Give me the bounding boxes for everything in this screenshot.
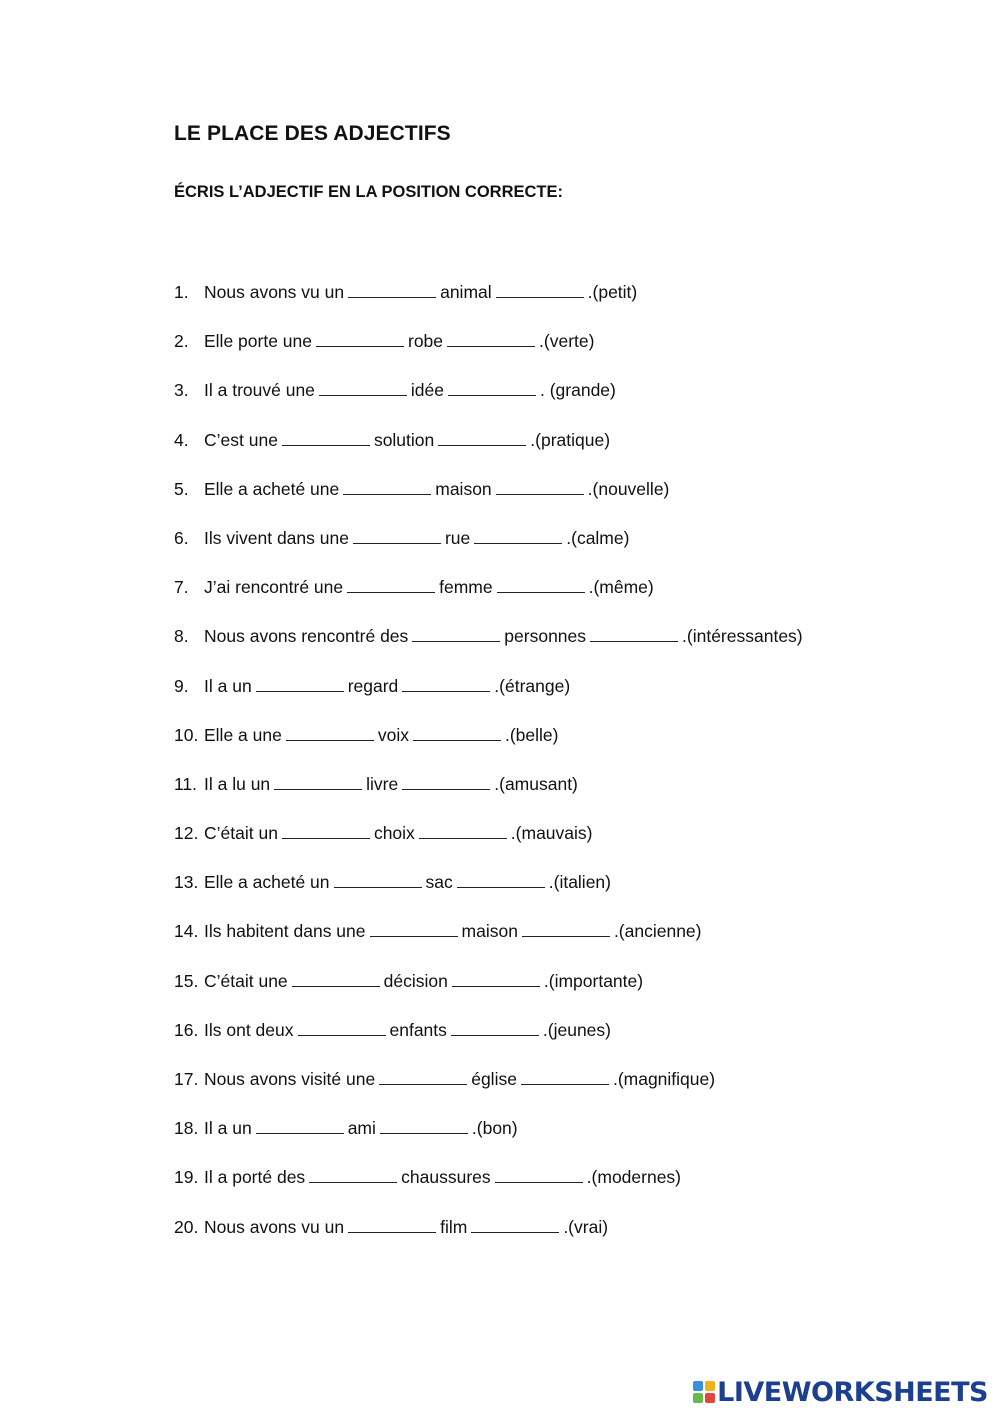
exercise-item bbox=[174, 822, 954, 871]
logo-mark-square bbox=[705, 1381, 715, 1391]
item-number: 15. bbox=[174, 970, 199, 991]
sentence-start: Nous avons rencontré des bbox=[204, 626, 409, 647]
item-number: 8. bbox=[174, 626, 189, 647]
answer-blank-before[interactable] bbox=[370, 920, 458, 937]
sentence-start: Nous avons vu un bbox=[204, 1216, 345, 1237]
adjective-hint: .(verte) bbox=[539, 331, 595, 352]
noun: maison bbox=[435, 478, 492, 499]
item-number: 19. bbox=[174, 1167, 199, 1188]
answer-blank-after[interactable] bbox=[448, 379, 536, 396]
answer-blank-before[interactable] bbox=[319, 379, 407, 396]
adjective-hint: .(même) bbox=[588, 577, 654, 598]
answer-blank-before[interactable] bbox=[282, 822, 370, 839]
answer-blank-before[interactable] bbox=[274, 773, 362, 790]
item-number: 12. bbox=[174, 823, 199, 844]
adjective-hint: . (grande) bbox=[540, 380, 616, 401]
answer-blank-before[interactable] bbox=[256, 675, 344, 692]
answer-blank-after[interactable] bbox=[495, 1166, 583, 1183]
noun: voix bbox=[377, 724, 409, 745]
exercise-item bbox=[174, 379, 954, 428]
item-number: 18. bbox=[174, 1118, 199, 1139]
adjective-hint: .(importante) bbox=[543, 970, 644, 991]
answer-blank-before[interactable] bbox=[309, 1166, 397, 1183]
sentence-start: Elle a acheté un bbox=[204, 872, 330, 893]
item-number: 4. bbox=[174, 429, 189, 450]
page-title: LE PLACE DES ADJECTIFS bbox=[174, 122, 451, 145]
exercise-item bbox=[174, 1068, 954, 1117]
adjective-hint: .(vrai) bbox=[563, 1216, 609, 1237]
sentence-start: Il a lu un bbox=[204, 773, 271, 794]
sentence-start: Ils ont deux bbox=[204, 1019, 294, 1040]
noun: chaussures bbox=[401, 1167, 491, 1188]
sentence-start: Nous avons visité une bbox=[204, 1069, 376, 1089]
noun: femme bbox=[439, 577, 493, 598]
adjective-hint: .(intéressantes) bbox=[682, 626, 803, 647]
item-number: 10. bbox=[174, 724, 199, 745]
adjective-hint: .(belle) bbox=[504, 724, 559, 745]
adjective-hint: .(amusant) bbox=[494, 773, 578, 794]
answer-blank-before[interactable] bbox=[282, 429, 370, 446]
adjective-hint: .(étrange) bbox=[494, 675, 571, 696]
item-number: 16. bbox=[174, 1019, 199, 1040]
answer-blank-after[interactable] bbox=[413, 724, 501, 741]
answer-blank-before[interactable] bbox=[343, 478, 431, 495]
sentence-start: C’était une bbox=[204, 970, 288, 991]
liveworksheets-logo bbox=[693, 1376, 988, 1408]
answer-blank-after[interactable] bbox=[496, 281, 584, 298]
noun: enfants bbox=[389, 1019, 447, 1040]
sentence-start: Elle a une bbox=[204, 724, 282, 745]
exercise-item bbox=[174, 330, 954, 379]
answer-blank-after[interactable] bbox=[419, 822, 507, 839]
answer-blank-before[interactable] bbox=[256, 1117, 344, 1134]
logo-mark-square bbox=[705, 1393, 715, 1403]
noun: rue bbox=[444, 527, 471, 548]
sentence-start: Elle porte une bbox=[204, 331, 312, 352]
answer-blank-after[interactable] bbox=[521, 1068, 609, 1085]
exercise-item bbox=[174, 1019, 954, 1068]
exercise-item bbox=[174, 871, 954, 920]
adjective-hint: .(magnifique) bbox=[612, 1069, 716, 1089]
answer-blank-before[interactable] bbox=[286, 724, 374, 741]
sentence-start: Nous avons vu un bbox=[204, 282, 345, 302]
answer-blank-before[interactable] bbox=[298, 1019, 386, 1036]
exercise-item bbox=[174, 1166, 954, 1215]
item-number: 9. bbox=[174, 675, 189, 696]
adjective-hint: .(petit) bbox=[587, 282, 638, 302]
logo-mark-square bbox=[693, 1381, 703, 1391]
adjective-hint: .(italien) bbox=[548, 872, 611, 893]
noun: ami bbox=[347, 1118, 376, 1139]
exercise-item bbox=[174, 724, 954, 773]
answer-blank-after[interactable] bbox=[402, 773, 490, 790]
answer-blank-after[interactable] bbox=[522, 920, 610, 937]
adjective-hint: .(mauvais) bbox=[510, 823, 593, 844]
adjective-hint: .(calme) bbox=[566, 527, 630, 548]
logo-mark-icon bbox=[693, 1381, 715, 1403]
item-number: 7. bbox=[174, 577, 189, 598]
answer-blank-after[interactable] bbox=[497, 576, 585, 593]
noun: solution bbox=[373, 429, 435, 450]
instruction-heading: ÉCRIS L’ADJECTIF EN LA POSITION CORRECTE: bbox=[174, 183, 563, 201]
exercise-item bbox=[174, 576, 954, 625]
sentence-start: Ils habitent dans une bbox=[204, 921, 366, 942]
exercise-item bbox=[174, 773, 954, 822]
item-number: 14. bbox=[174, 921, 199, 942]
answer-blank-before[interactable] bbox=[348, 281, 436, 298]
adjective-hint: .(pratique) bbox=[530, 429, 611, 450]
answer-blank-after[interactable] bbox=[447, 330, 535, 347]
sentence-start: Il a un bbox=[204, 1118, 252, 1139]
noun: robe bbox=[408, 331, 444, 352]
answer-blank-after[interactable] bbox=[590, 625, 678, 642]
sentence-start: Il a un bbox=[204, 675, 252, 696]
sentence-start: C’est une bbox=[204, 429, 278, 450]
sentence-start: Ils vivent dans une bbox=[204, 527, 349, 548]
item-number: 5. bbox=[174, 478, 189, 499]
item-number: 11. bbox=[174, 773, 198, 794]
answer-blank-before[interactable] bbox=[412, 625, 500, 642]
sentence-start: C’était un bbox=[204, 823, 278, 844]
answer-blank-after[interactable] bbox=[496, 478, 584, 495]
adjective-hint: .(modernes) bbox=[586, 1167, 682, 1188]
answer-blank-after[interactable] bbox=[380, 1117, 468, 1134]
item-number: 2. bbox=[174, 331, 189, 352]
noun: maison bbox=[461, 921, 518, 942]
item-number: 3. bbox=[174, 380, 189, 401]
answer-blank-after[interactable] bbox=[452, 970, 540, 987]
sentence-start: J’ai rencontré une bbox=[204, 577, 344, 598]
exercise-item bbox=[174, 478, 954, 527]
answer-blank-before[interactable] bbox=[334, 871, 422, 888]
adjective-hint: .(bon) bbox=[471, 1118, 518, 1139]
answer-blank-after[interactable] bbox=[402, 675, 490, 692]
adjective-hint: .(jeunes) bbox=[542, 1019, 611, 1040]
logo-mark-square bbox=[693, 1393, 703, 1403]
sentence-start: Il a trouvé une bbox=[204, 380, 315, 401]
noun: animal bbox=[440, 282, 492, 302]
noun: livre bbox=[366, 773, 399, 794]
exercise-item bbox=[174, 429, 954, 478]
exercise-item bbox=[174, 1117, 954, 1166]
noun: église bbox=[471, 1069, 517, 1089]
answer-blank-before[interactable] bbox=[348, 1216, 436, 1233]
exercise-item bbox=[174, 675, 954, 724]
adjective-hint: .(nouvelle) bbox=[587, 478, 670, 499]
item-number: 6. bbox=[174, 527, 189, 548]
noun: regard bbox=[347, 675, 399, 696]
answer-blank-before[interactable] bbox=[347, 576, 435, 593]
adjective-hint: .(ancienne) bbox=[613, 921, 702, 942]
answer-blank-after[interactable] bbox=[471, 1216, 559, 1233]
exercise-item bbox=[174, 920, 954, 969]
exercise-item bbox=[174, 970, 954, 1019]
noun: idée bbox=[410, 380, 444, 401]
exercise-item bbox=[174, 625, 954, 674]
logo-text: LIVEWORKSHEETS bbox=[717, 1376, 988, 1408]
answer-blank-after[interactable] bbox=[438, 429, 526, 446]
answer-blank-after[interactable] bbox=[451, 1019, 539, 1036]
item-number: 13. bbox=[174, 872, 199, 893]
sentence-start: Elle a acheté une bbox=[204, 478, 340, 499]
item-number: 1. bbox=[174, 282, 189, 302]
answer-blank-before[interactable] bbox=[379, 1068, 467, 1085]
sentence-start: Il a porté des bbox=[204, 1167, 306, 1188]
item-number: 17. bbox=[174, 1069, 199, 1089]
noun: choix bbox=[373, 823, 415, 844]
answer-blank-after[interactable] bbox=[457, 871, 545, 888]
noun: sac bbox=[425, 872, 453, 893]
answer-blank-before[interactable] bbox=[292, 970, 380, 987]
answer-blank-before[interactable] bbox=[316, 330, 404, 347]
item-number: 20. bbox=[174, 1216, 199, 1237]
exercise-item bbox=[174, 281, 954, 330]
noun: décision bbox=[383, 970, 448, 991]
exercise-list bbox=[174, 281, 954, 1265]
noun: film bbox=[440, 1216, 468, 1237]
answer-blank-before[interactable] bbox=[353, 527, 441, 544]
exercise-item bbox=[174, 1216, 954, 1265]
exercise-item bbox=[174, 527, 954, 576]
noun: personnes bbox=[504, 626, 587, 647]
answer-blank-after[interactable] bbox=[474, 527, 562, 544]
